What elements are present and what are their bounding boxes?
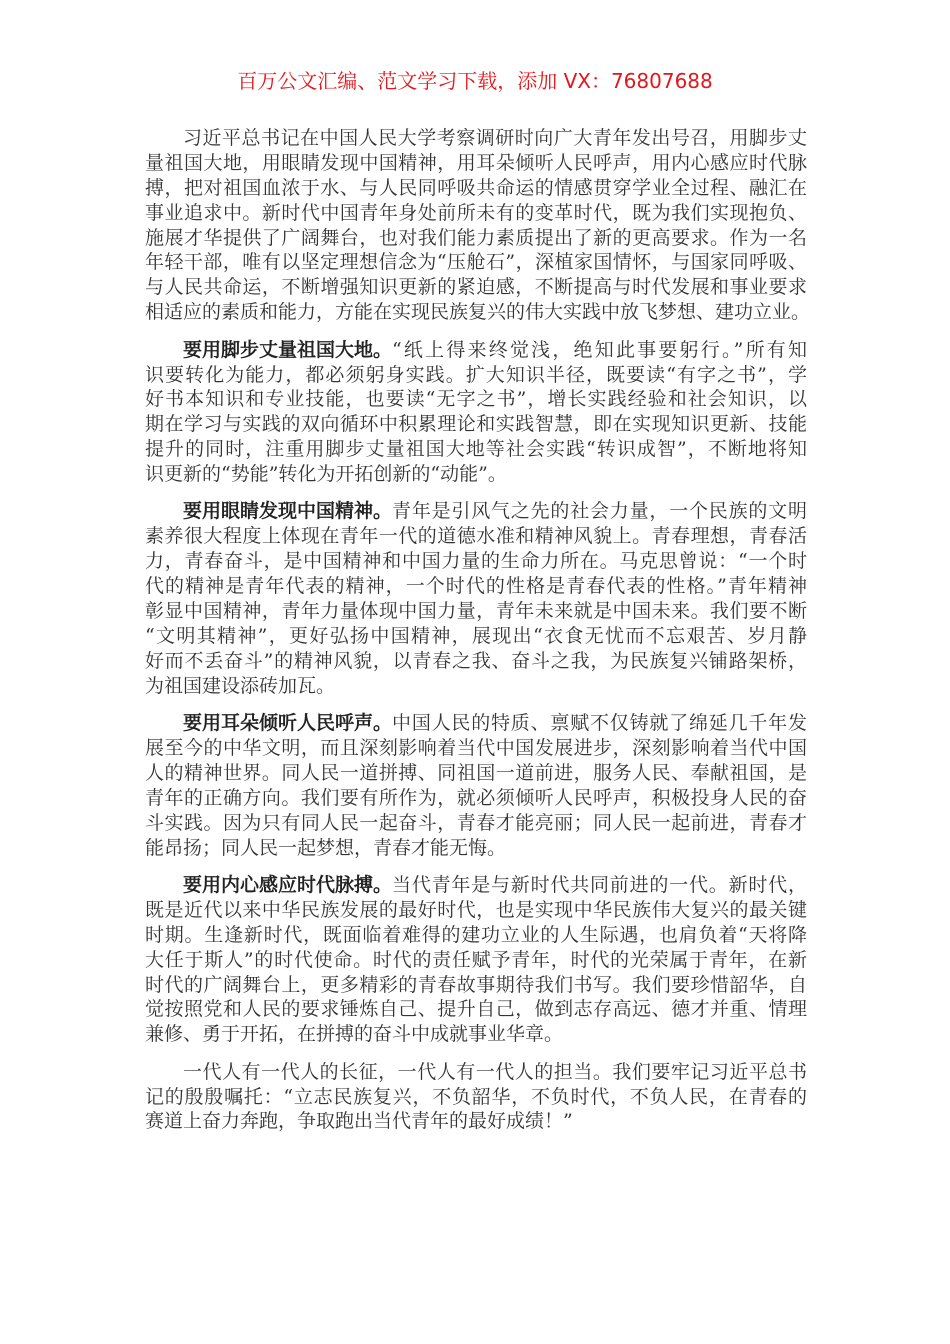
line-text: “纸上得来终觉浅，绝知此事要躬行。”所有知 <box>392 338 807 361</box>
text-line <box>145 786 807 811</box>
line-text: 大任于斯人”的时代使命。时代的责任赋予青年，时代的光荣属于青年，在新 <box>145 948 807 971</box>
line-text: 彰显中国精神，青年力量体现中国力量，青年未来就是中国未来。我们要不断 <box>145 600 807 623</box>
text-line <box>145 873 807 898</box>
paragraph-lead: 要用耳朵倾听人民呼声。 <box>183 712 393 735</box>
text-line <box>145 126 807 151</box>
line-text: 相适应的素质和能力，方能在实现民族复兴的伟大实践中放飞梦想、建功立业。 <box>145 301 811 324</box>
line-text: 兼修、勇于开拓，在拼搏的奋斗中成就事业华章。 <box>145 1023 564 1046</box>
paragraph <box>145 499 807 698</box>
text-line <box>145 599 807 624</box>
line-text: 代的精神是青年代表的精神，一个时代的性格是青春代表的性格。”青年精神 <box>145 575 807 598</box>
line-text: 习近平总书记在中国人民大学考察调研时向广大青年发出号召，用脚步丈 <box>183 127 807 149</box>
text-line <box>145 462 807 487</box>
text-line <box>145 363 807 388</box>
text-line <box>145 338 807 363</box>
line-text: 赛道上奋力奔跑，争取跑出当代青年的最好成绩！” <box>145 1110 573 1133</box>
text-line <box>145 1060 807 1085</box>
line-text: 中国人民的特质、禀赋不仅铸就了绵延几千年发 <box>392 712 807 735</box>
text-line <box>145 300 811 325</box>
text-line <box>145 574 807 599</box>
paragraph-lead: 要用眼睛发现中国精神。 <box>183 500 393 523</box>
text-line <box>145 624 807 649</box>
text-line <box>145 1085 807 1110</box>
text-line <box>145 499 807 524</box>
line-text: 人的精神世界。同人民一道拼搏、同祖国一道前进，服务人民、奉献祖国，是 <box>145 761 807 784</box>
line-text: 既是近代以来中华民族发展的最好时代，也是实现中华民族伟大复兴的最关键 <box>145 898 807 921</box>
line-text: 年轻干部，唯有以坚定理想信念为“压舱石”，深植家国情怀，与国家同呼吸、 <box>145 251 807 274</box>
text-line <box>145 923 807 948</box>
line-text: 好而不丢奋斗”的精神风貌，以青春之我、奋斗之我，为民族复兴铺路架桥， <box>145 649 807 672</box>
line-text: 期在学习与实践的双向循环中积累理论和实践智慧，即在实现知识更新、技能 <box>145 413 807 436</box>
document-body <box>145 126 811 1147</box>
text-line <box>145 761 807 786</box>
line-text: 与人民共命运，不断增强知识更新的紧迫感，不断提高与时代发展和事业要求 <box>145 276 807 299</box>
line-text: 展至今的中华文明，而且深刻影响着当代中国发展进步，深刻影响着当代中国 <box>145 736 807 759</box>
text-line <box>145 549 807 574</box>
text-line <box>145 736 807 761</box>
line-text: 提升的同时，注重用脚步丈量祖国大地等社会实践“转识成智”，不断地将知 <box>145 438 807 461</box>
text-line <box>145 997 807 1022</box>
paragraph <box>145 126 811 325</box>
text-line <box>145 1109 807 1134</box>
text-line <box>145 1022 807 1047</box>
promo-banner: 百万公文汇编、范文学习下载，添加 VX：76807688 <box>237 69 713 93</box>
line-text: 好书本知识和专业技能，也要读“无字之书”，增长实践经验和社会知识，以 <box>145 388 807 411</box>
text-line <box>145 948 807 973</box>
line-text: 识更新的“势能”转化为开拓创新的“动能”。 <box>145 463 507 486</box>
text-line <box>145 275 807 300</box>
line-text: 觉按照党和人民的要求锤炼自己、提升自己，做到志存高远、德才并重、情理 <box>145 998 807 1021</box>
text-line <box>145 524 807 549</box>
text-line <box>145 176 807 201</box>
line-text: 识要转化为能力，都必须躬身实践。扩大知识半径，既要读“有字之书”，学 <box>145 363 807 386</box>
text-line <box>145 711 807 736</box>
text-line <box>145 649 807 674</box>
text-line <box>145 226 807 251</box>
text-line <box>145 250 807 275</box>
line-text: 量祖国大地，用眼睛发现中国精神，用耳朵倾听人民呼声，用内心感应时代脉 <box>145 151 807 174</box>
line-text: 记的殷殷嘱托：“立志民族复兴，不负韶华，不负时代，不负人民，在青春的 <box>145 1085 807 1108</box>
text-line <box>145 151 807 176</box>
paragraph <box>145 873 807 1047</box>
text-line <box>145 898 807 923</box>
text-line <box>145 674 807 699</box>
line-text: 搏，把对祖国血浓于水、与人民同呼吸共命运的情感贯穿学业全过程、融汇在 <box>145 176 807 199</box>
line-text: 斗实践。因为只有同人民一起奋斗，青春才能亮丽；同人民一起前进，青春才 <box>145 811 807 834</box>
text-line <box>145 811 807 836</box>
text-line <box>145 836 807 861</box>
text-line <box>145 973 807 998</box>
line-text: 力，青春奋斗，是中国精神和中国力量的生命力所在。马克思曾说：“一个时 <box>145 550 807 573</box>
line-text: 一代人有一代人的长征，一代人有一代人的担当。我们要牢记习近平总书 <box>183 1060 807 1083</box>
text-line <box>145 412 807 437</box>
line-text: 时代的广阔舞台上，更多精彩的青春故事期待我们书写。我们要珍惜韶华，自 <box>145 973 807 996</box>
line-text: 能昂扬；同人民一起梦想，青春才能无悔。 <box>145 836 507 859</box>
line-text: 事业追求中。新时代中国青年身处前所未有的变革时代，既为我们实现抱负、 <box>145 201 807 224</box>
text-line <box>145 201 807 226</box>
line-text: 青年是引风气之先的社会力量，一个民族的文明 <box>392 500 807 523</box>
line-text: “文明其精神”，更好弘扬中国精神，展现出“衣食无忧而不忘艰苦、岁月静 <box>145 624 807 647</box>
line-text: 为祖国建设添砖加瓦。 <box>145 674 336 697</box>
line-text: 时期。生逢新时代，既面临着难得的建功立业的人生际遇，也肩负着“天将降 <box>145 923 807 946</box>
text-line <box>145 437 807 462</box>
paragraph-lead: 要用脚步丈量祖国大地。 <box>183 338 393 361</box>
paragraph <box>145 1060 807 1135</box>
paragraph-lead: 要用内心感应时代脉搏。 <box>183 873 393 896</box>
line-text: 当代青年是与新时代共同前进的一代。新时代， <box>392 873 807 896</box>
line-text: 施展才华提供了广阔舞台，也对我们能力素质提出了新的更高要求。作为一名 <box>145 226 807 249</box>
paragraph <box>145 711 807 860</box>
line-text: 青年的正确方向。我们要有所作为，就必须倾听人民呼声，积极投身人民的奋 <box>145 786 807 809</box>
line-text: 素养很大程度上体现在青年一代的道德水准和精神风貌上。青春理想，青春活 <box>145 525 807 548</box>
paragraph <box>145 338 807 487</box>
text-line <box>145 387 807 412</box>
